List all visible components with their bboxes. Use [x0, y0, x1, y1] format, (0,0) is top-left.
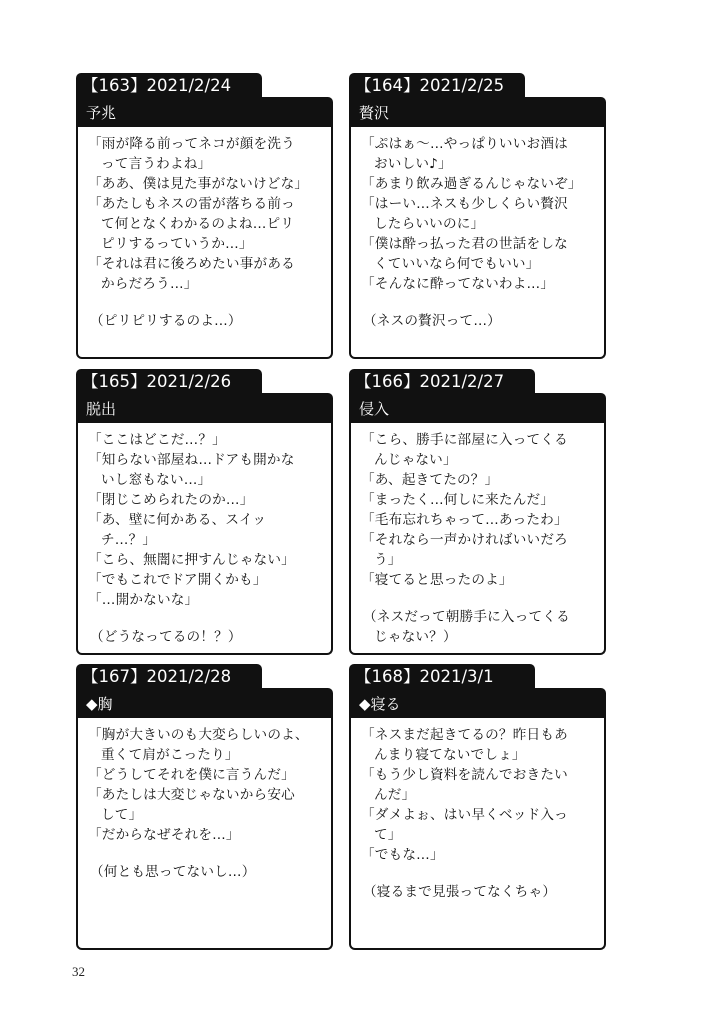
- spacer: [361, 590, 598, 607]
- dialogue-line: 「ここはどこだ…？」: [88, 432, 226, 448]
- dialogue-line: て」: [374, 827, 402, 843]
- dialogue-line: んまり寝てないでしょ」: [374, 747, 526, 763]
- dialogue-line: って言うわよね」: [101, 156, 212, 172]
- entry-body: [76, 423, 333, 655]
- spacer: [361, 294, 598, 311]
- dialogue-line: 「あ、壁に何かある、スイッ: [88, 512, 267, 528]
- dialogue-line: 「はーい…ネスも少しくらい贅沢: [361, 196, 568, 212]
- entry-card: [76, 369, 333, 655]
- entry-number: 【164】: [355, 76, 420, 95]
- dialogue-line: 重くて肩がこったり」: [101, 747, 239, 763]
- entry-card: [349, 73, 606, 359]
- dialogue-line: いし窓もない…」: [101, 472, 212, 488]
- spacer: [88, 610, 325, 627]
- entry-number: 【165】: [82, 372, 147, 391]
- entry-header-tab: [76, 369, 262, 395]
- dialogue-line: う」: [374, 552, 402, 568]
- dialogue-line: 「ああ、僕は見た事がないけどな」: [88, 176, 309, 192]
- entry-title-band: [349, 393, 606, 425]
- entry-card: [349, 664, 606, 950]
- entry-title: 贅沢: [359, 104, 390, 122]
- monologue-line: （ネスの贅沢って…）: [363, 313, 501, 329]
- dialogue-line: 「毛布忘れちゃって…あったわ」: [361, 512, 568, 528]
- entry-body: [349, 423, 606, 655]
- monologue-line: （寝るまで見張ってなくちゃ）: [363, 884, 557, 900]
- dialogue-line: して」: [101, 807, 143, 823]
- entry-header-tab: [349, 369, 535, 395]
- dialogue-line: 「雨が降る前ってネコが顔を洗う: [88, 136, 295, 152]
- dialogue-line: 「…開かないな」: [88, 592, 199, 608]
- dialogue-line: 「ネスまだ起きてるの？昨日もあ: [361, 727, 568, 743]
- entry-title: 予兆: [86, 104, 117, 122]
- entry-title-band: [76, 97, 333, 129]
- entry-header-tab: [349, 73, 525, 99]
- entry-body: [349, 127, 606, 359]
- spacer: [361, 865, 598, 882]
- dialogue-line: くていいなら何でもいい」: [374, 256, 540, 272]
- monologue-line: （何とも思ってないし…）: [90, 864, 256, 880]
- entry-title-band: [349, 688, 606, 720]
- dialogue-line: 「閉じこめられたのか…」: [88, 492, 254, 508]
- dialogue-line: て何となくわかるのよね…ピリ: [101, 216, 295, 232]
- dialogue-line: チ…？」: [101, 532, 157, 548]
- dialogue-line: 「ダメよぉ、はい早くベッド入っ: [361, 807, 568, 823]
- dialogue-line: 「寝てると思ったのよ」: [361, 572, 513, 588]
- entry-date: 2021/2/28: [146, 667, 232, 686]
- dialogue-line: 「こら、無闇に押すんじゃない」: [88, 552, 295, 568]
- entry-card: [76, 73, 333, 359]
- dialogue-line: おいしい♪」: [374, 156, 452, 172]
- dialogue-line: 「あたしは大変じゃないから安心: [88, 787, 295, 803]
- dialogue-line: 「あ、起きてたの？」: [361, 472, 499, 488]
- entry-card: [349, 369, 606, 655]
- dialogue-line: 「だからなぜそれを…」: [88, 827, 240, 843]
- entry-body: [76, 127, 333, 359]
- entry-date: 2021/2/27: [419, 372, 505, 391]
- entry-title: ◆寝る: [359, 695, 401, 713]
- entry-header-tab: [349, 664, 535, 690]
- entry-title: 脱出: [86, 400, 117, 418]
- dialogue-line: 「それなら一声かければいいだろ: [361, 532, 568, 548]
- monologue-line: （ピリピリするのよ…）: [90, 313, 242, 329]
- entry-date: 2021/2/26: [146, 372, 232, 391]
- dialogue-line: からだろう…」: [101, 276, 198, 292]
- entry-number: 【167】: [82, 667, 147, 686]
- dialogue-line: したらいいのに」: [374, 216, 485, 232]
- dialogue-line: 「どうしてそれを僕に言うんだ」: [88, 767, 295, 783]
- dialogue-line: 「まったく…何しに来たんだ」: [361, 492, 555, 508]
- dialogue-line: んだ」: [374, 787, 416, 803]
- spacer: [88, 294, 325, 311]
- entry-header-tab: [76, 73, 262, 99]
- dialogue-line: んじゃない」: [374, 452, 457, 468]
- dialogue-line: 「あたしもネスの雷が落ちる前っ: [88, 196, 295, 212]
- entry-title: 侵入: [359, 400, 390, 418]
- dialogue-line: 「でもこれでドア開くかも」: [88, 572, 267, 588]
- page-number: 32: [72, 964, 85, 979]
- dialogue-line: 「僕は酔っ払った君の世話をしな: [361, 236, 568, 252]
- entry-card: [76, 664, 333, 950]
- dialogue-line: 「でもな…」: [361, 847, 444, 863]
- dialogue-line: 「そんなに酔ってないわよ…」: [361, 276, 555, 292]
- monologue-line: （どうなってるの！？）: [90, 629, 242, 645]
- entry-date: 2021/2/24: [146, 76, 232, 95]
- dialogue-line: 「胸が大きいのも大変らしいのよ、: [88, 727, 309, 743]
- entry-title: ◆胸: [86, 695, 113, 713]
- entry-number: 【166】: [355, 372, 420, 391]
- entry-body: [76, 718, 333, 950]
- entry-date: 2021/2/25: [419, 76, 505, 95]
- monologue-line: （ネスだって朝勝手に入ってくる: [363, 609, 570, 625]
- entry-title-band: [349, 97, 606, 129]
- dialogue-line: 「知らない部屋ね…ドアも開かな: [88, 452, 295, 468]
- entry-date: 2021/3/1: [419, 667, 494, 686]
- entry-title-band: [76, 393, 333, 425]
- dialogue-line: 「あまり飲み過ぎるんじゃないぞ」: [361, 176, 582, 192]
- entry-body: [349, 718, 606, 950]
- dialogue-line: 「もう少し資料を読んでおきたい: [361, 767, 568, 783]
- entry-number: 【168】: [355, 667, 420, 686]
- dialogue-line: 「こら、勝手に部屋に入ってくる: [361, 432, 568, 448]
- dialogue-line: 「ぷはぁ〜…やっぱりいいお酒は: [361, 136, 568, 152]
- monologue-line: じゃない？）: [374, 629, 457, 645]
- dialogue-line: ピリするっていうか…」: [101, 236, 253, 252]
- entry-number: 【163】: [82, 76, 147, 95]
- entry-title-band: [76, 688, 333, 720]
- spacer: [88, 845, 325, 862]
- dialogue-line: 「それは君に後ろめたい事がある: [88, 256, 295, 272]
- entry-header-tab: [76, 664, 262, 690]
